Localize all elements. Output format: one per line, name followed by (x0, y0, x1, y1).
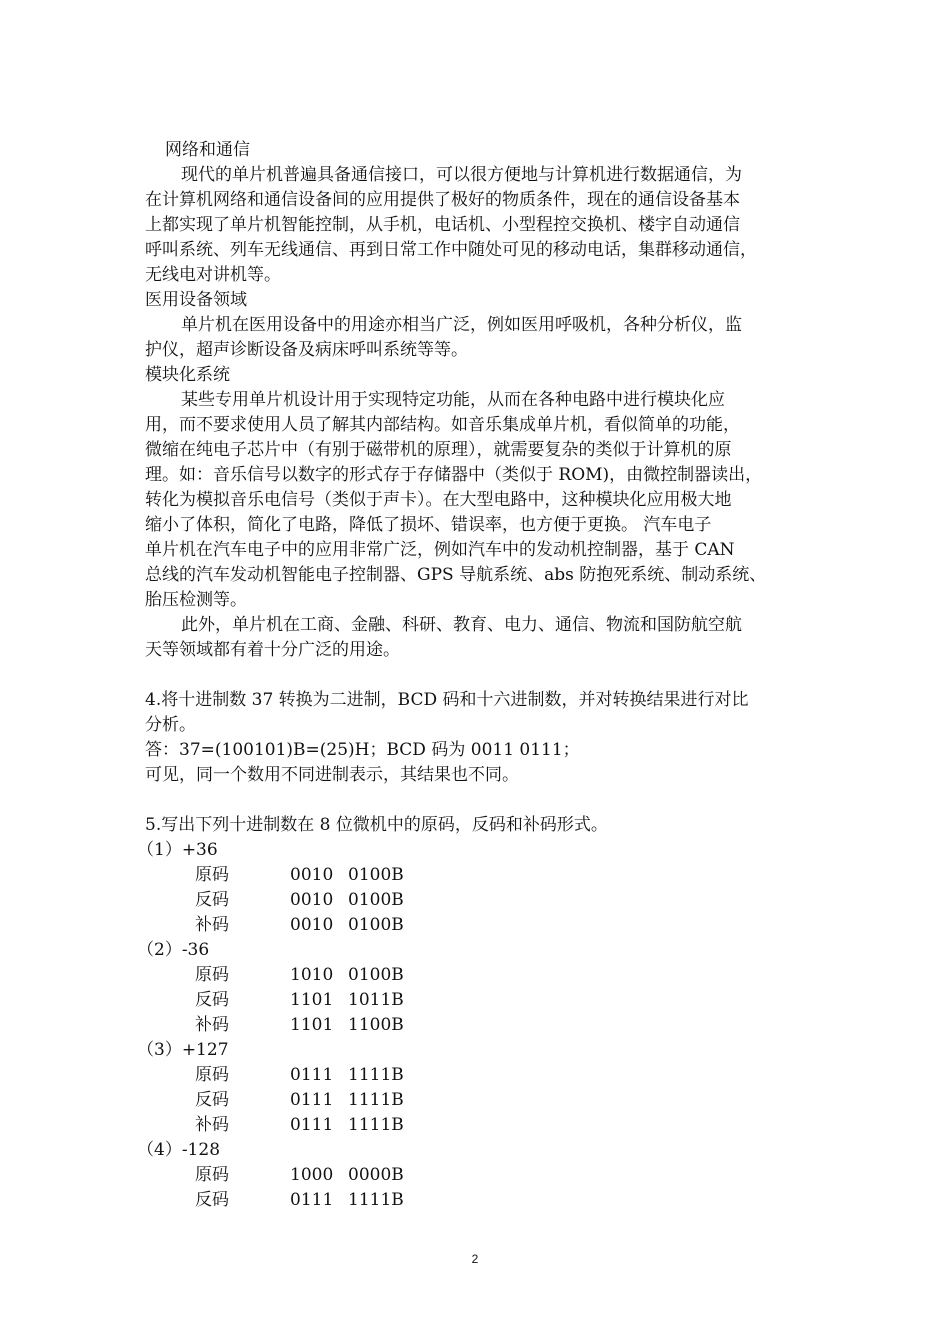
paragraph-line: 无线电对讲机等。 (145, 265, 281, 285)
q5-item-label: （2）-36 (137, 940, 210, 960)
paragraph-line: 微缩在纯电子芯片中（有别于磁带机的原理），就需要复杂的类似于计算机的原 (145, 440, 732, 460)
code-row (145, 1188, 813, 1213)
code-row (145, 913, 813, 938)
code-row (145, 988, 813, 1013)
code-type: 原码 (195, 865, 229, 885)
code-row (145, 1163, 813, 1188)
code-type: 反码 (195, 890, 229, 910)
paragraph-line: 护仪，超声诊断设备及病床呼叫系统等等。 (145, 340, 468, 360)
code-low-nibble: 0100B (348, 965, 404, 985)
code-type: 反码 (195, 990, 229, 1010)
code-row (145, 1113, 813, 1138)
code-type: 补码 (195, 1015, 229, 1035)
paragraph-line: 理。如：音乐信号以数字的形式存于存储器中（类似于 ROM)，由微控制器读出， (145, 465, 763, 485)
code-row (145, 963, 813, 988)
code-low-nibble: 1111B (348, 1065, 404, 1085)
paragraph-line: 总线的汽车发动机智能电子控制器、GPS 导航系统、abs 防抱死系统、制动系统、 (145, 565, 767, 585)
paragraph-line: 上都实现了单片机智能控制，从手机，电话机、小型程控交换机、楼宇自动通信 (145, 215, 740, 235)
paragraph-line: 天等领域都有着十分广泛的用途。 (145, 640, 400, 660)
section-heading-network: 网络和通信 (165, 140, 250, 160)
code-low-nibble: 0100B (348, 915, 404, 935)
code-type: 补码 (195, 1115, 229, 1135)
code-high-nibble: 0111 (290, 1065, 334, 1085)
code-low-nibble: 0100B (348, 890, 404, 910)
code-type: 反码 (195, 1090, 229, 1110)
document-page (137, 138, 813, 1213)
paragraph-line: 某些专用单片机设计用于实现特定功能，从而在各种电路中进行模块化应 (181, 390, 725, 410)
code-high-nibble: 1000 (290, 1165, 334, 1185)
paragraph-line: 现代的单片机普遍具备通信接口，可以很方便地与计算机进行数据通信，为 (181, 165, 742, 185)
code-high-nibble: 1010 (290, 965, 334, 985)
code-row (145, 1063, 813, 1088)
code-high-nibble: 0111 (290, 1190, 334, 1210)
question-5-title: 5.写出下列十进制数在 8 位微机中的原码，反码和补码形式。 (145, 815, 608, 835)
code-row (145, 1013, 813, 1038)
code-row (145, 863, 813, 888)
paragraph-line: 转化为模拟音乐电信号（类似于声卡）。在大型电路中，这种模块化应用极大地 (145, 490, 732, 510)
paragraph-line: 单片机在医用设备中的用途亦相当广泛，例如医用呼吸机，各种分析仪，监 (181, 315, 742, 335)
paragraph-line: 呼叫系统、列车无线通信、再到日常工作中随处可见的移动电话，集群移动通信， (145, 240, 757, 260)
question-4-conclusion: 可见，同一个数用不同进制表示，其结果也不同。 (145, 765, 519, 785)
code-row (145, 888, 813, 913)
question-4-line: 分析。 (145, 715, 196, 735)
paragraph-line: 在计算机网络和通信设备间的应用提供了极好的物质条件，现在的通信设备基本 (145, 190, 740, 210)
q5-item-label: （1）+36 (137, 840, 218, 860)
code-low-nibble: 0100B (348, 865, 404, 885)
page-number: 2 (471, 1252, 479, 1266)
code-high-nibble: 1101 (290, 990, 334, 1010)
code-high-nibble: 0010 (290, 915, 334, 935)
question-4-answer: 答：37=(100101)B=(25)H；BCD 码为 0011 0111； (145, 740, 580, 760)
paragraph-line: 此外，单片机在工商、金融、科研、教育、电力、通信、物流和国防航空航 (181, 615, 742, 635)
code-high-nibble: 0111 (290, 1115, 334, 1135)
code-high-nibble: 0010 (290, 890, 334, 910)
question-4-line: 4.将十进制数 37 转换为二进制，BCD 码和十六进制数，并对转换结果进行对比 (145, 690, 749, 710)
code-low-nibble: 1011B (348, 990, 404, 1010)
code-type: 原码 (195, 1065, 229, 1085)
code-low-nibble: 0000B (348, 1165, 404, 1185)
q5-item-label: （4）-128 (137, 1140, 221, 1160)
code-low-nibble: 1111B (348, 1090, 404, 1110)
q5-item-label: （3）+127 (137, 1040, 229, 1060)
code-low-nibble: 1100B (348, 1015, 404, 1035)
code-type: 反码 (195, 1190, 229, 1210)
code-high-nibble: 0111 (290, 1090, 334, 1110)
paragraph-line: 缩小了体积，简化了电路，降低了损坏、错误率，也方便于更换。 汽车电子 (145, 515, 712, 535)
section-heading-medical: 医用设备领域 (145, 290, 247, 310)
code-type: 补码 (195, 915, 229, 935)
code-low-nibble: 1111B (348, 1115, 404, 1135)
code-low-nibble: 1111B (348, 1190, 404, 1210)
paragraph-line: 用，而不要求使用人员了解其内部结构。如音乐集成单片机，看似简单的功能， (145, 415, 740, 435)
paragraph-line: 胎压检测等。 (145, 590, 247, 610)
section-heading-module: 模块化系统 (145, 365, 230, 385)
paragraph-line: 单片机在汽车电子中的应用非常广泛，例如汽车中的发动机控制器，基于 CAN (145, 540, 735, 560)
code-high-nibble: 1101 (290, 1015, 334, 1035)
code-row (145, 1088, 813, 1113)
code-high-nibble: 0010 (290, 865, 334, 885)
code-type: 原码 (195, 1165, 229, 1185)
code-type: 原码 (195, 965, 229, 985)
